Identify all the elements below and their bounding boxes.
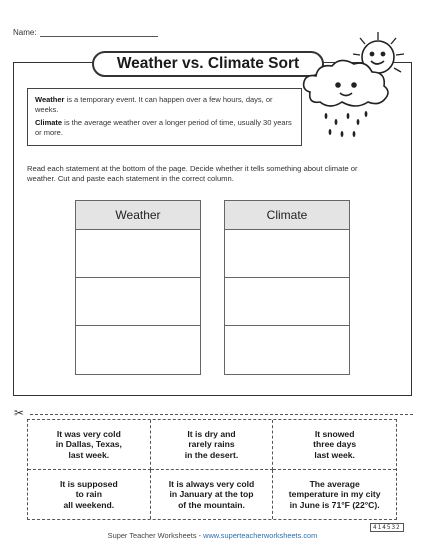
page-title: Weather vs. Climate Sort (92, 51, 324, 77)
climate-definition: Climate is the average weather over a longer period of time, usually 30 years or more. (35, 118, 292, 137)
weather-drop-cell[interactable] (76, 326, 200, 374)
weather-column-header: Weather (76, 201, 200, 230)
weather-column (75, 200, 201, 375)
cut-line (30, 414, 413, 415)
definitions-box (27, 88, 302, 146)
footer-url[interactable]: www.superteacherworksheets.com (203, 531, 318, 540)
instructions: Read each statement at the bottom of the page. Decide whether it tells something about climate or weather. Cut and paste each statement in the correct column. (27, 164, 358, 183)
statement-cards (27, 419, 397, 520)
climate-column-header: Climate (225, 201, 349, 230)
climate-column (224, 200, 350, 375)
scissors-icon: ✂ (14, 406, 25, 420)
name-field[interactable] (13, 28, 158, 37)
footer-brand: Super Teacher Worksheets (107, 531, 197, 540)
climate-drop-cell[interactable] (225, 326, 349, 374)
climate-drop-cell[interactable] (225, 230, 349, 278)
weather-drop-cell[interactable] (76, 230, 200, 278)
statement-card[interactable]: It is dry and rarely rains in the desert. (151, 420, 274, 470)
footer (0, 531, 425, 540)
weather-definition: Weather is a temporary event. It can happen over a few hours, days, or weeks. (35, 95, 273, 114)
statement-card[interactable]: It is always very cold in January at the top of the mountain. (151, 470, 274, 520)
name-line[interactable] (40, 29, 158, 37)
name-label: Name: (13, 28, 37, 37)
weather-drop-cell[interactable] (76, 278, 200, 326)
footer-separator: - (196, 531, 204, 540)
statement-card[interactable]: It snowed three days last week. (273, 420, 396, 470)
statement-card[interactable]: It was very cold in Dallas, Texas, last week. (28, 420, 151, 470)
worksheet-code: 414532 (370, 523, 404, 532)
climate-drop-cell[interactable] (225, 278, 349, 326)
statement-card[interactable]: It is supposed to rain all weekend. (28, 470, 151, 520)
sun-cloud-rain-icon (296, 30, 416, 150)
statement-card[interactable]: The average temperature in my city in June is 71°F (22°C). (288, 478, 381, 510)
